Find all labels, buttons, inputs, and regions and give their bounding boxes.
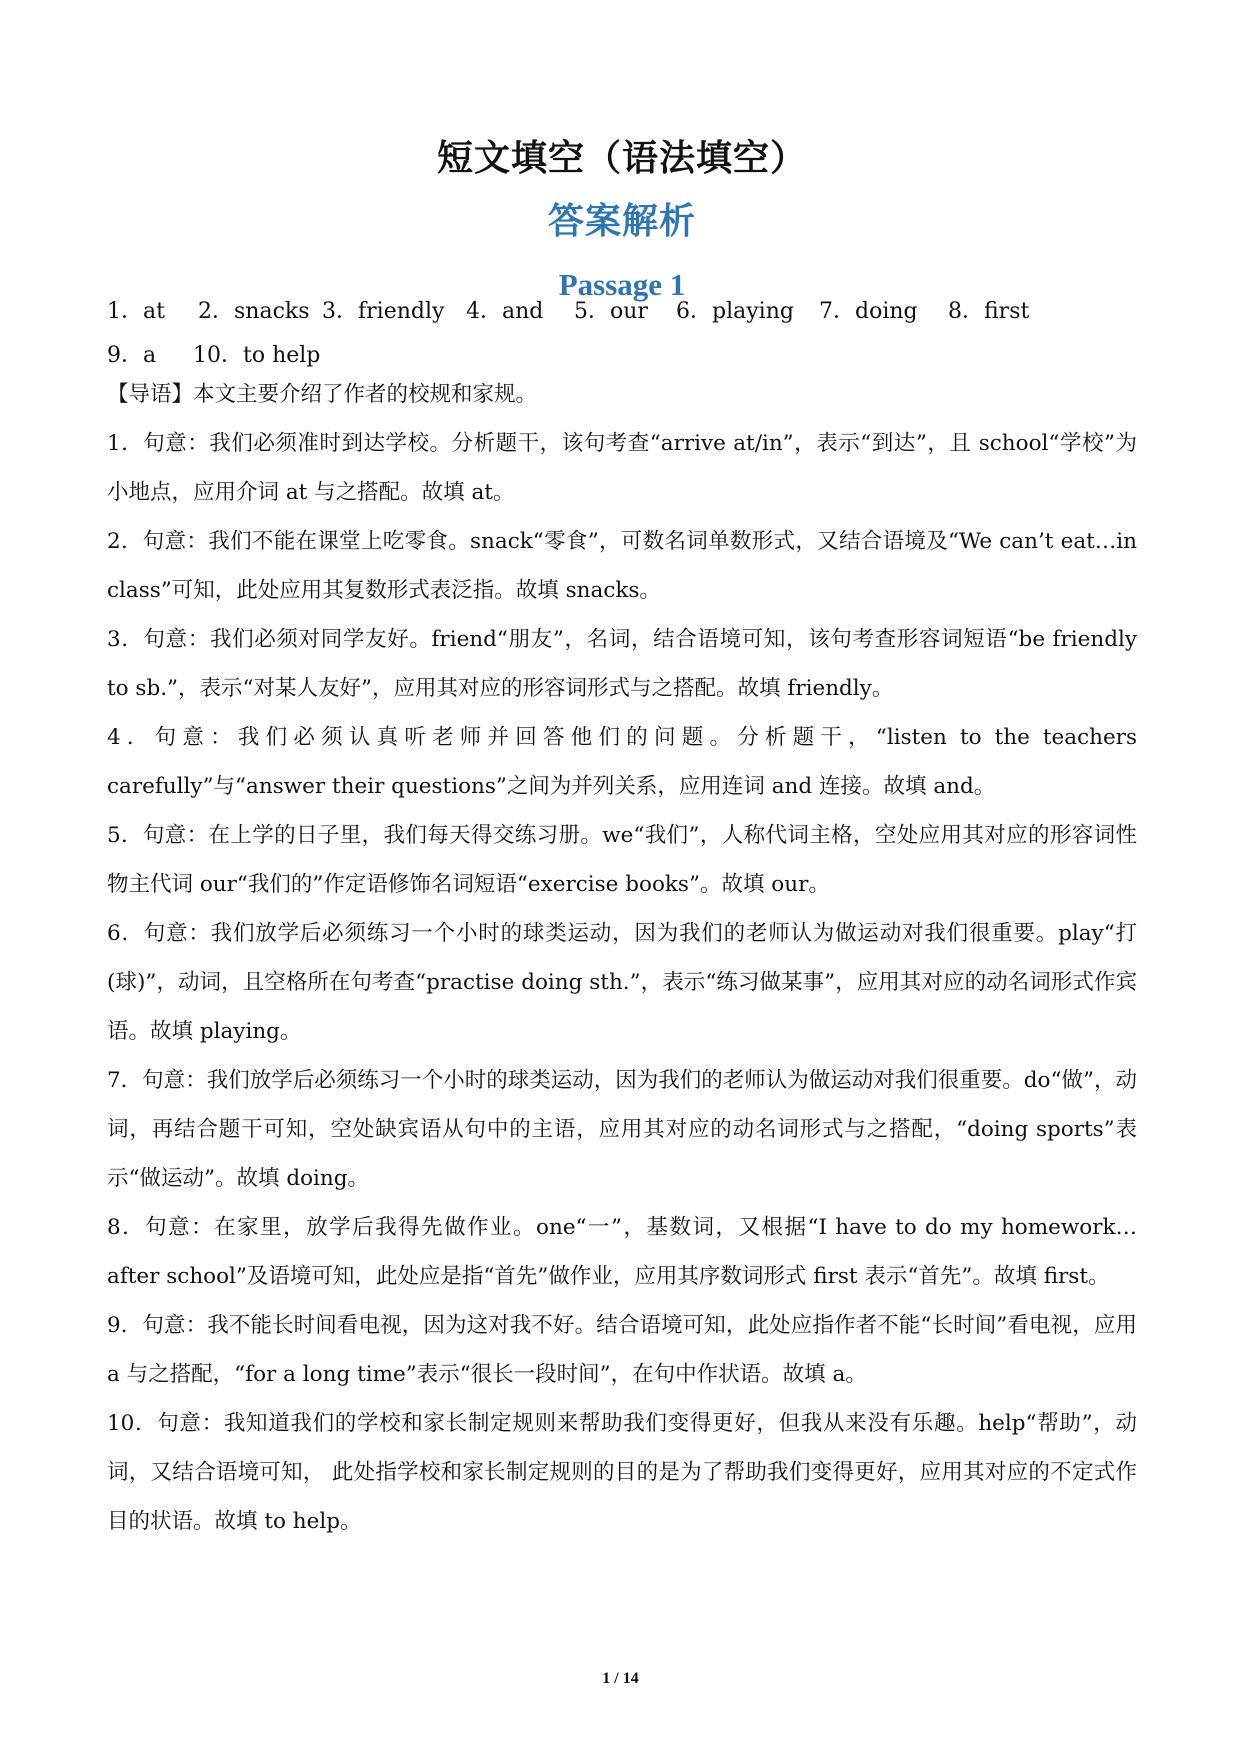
answer-item: 7．doing [819, 299, 918, 324]
answer-item: 4．and [466, 299, 544, 324]
explanation-paragraph: 8．句意：在家里，放学后我得先做作业。one“一”，基数词，又根据“I have to do my homework…after school”及语境可知，此处应是指“首先”做作业，应用其序数词形式 first 表示“首先”。故填 first。 [107, 1215, 1137, 1289]
answer-item: 10．to help [193, 343, 321, 368]
answer-key-row-2 [107, 338, 1137, 368]
passage-heading: Passage 1 [558, 267, 686, 302]
document-title: 短文填空（语法填空） [436, 137, 807, 179]
answer-item: 5．our [574, 299, 648, 324]
answer-key-row-1 [107, 294, 1137, 324]
explanation-paragraph: 5．句意：在上学的日子里，我们每天得交练习册。we“我们”，人称代词主格，空处应用其对应的形容词性物主代词 our“我们的”作定语修饰名词短语“exercise books”。故填 our。 [107, 823, 1137, 897]
explanation-paragraph: 6．句意：我们放学后必须练习一个小时的球类运动，因为我们的老师认为做运动对我们很重要。play“打(球)”，动词，且空格所在句考查“practise doing sth.”，表示“练习做某事”，应用其对应的动名词形式作宾语。故填 playing。 [107, 921, 1137, 1044]
answer-item: 1．at [107, 299, 165, 324]
answer-item: 2．snacks [198, 299, 310, 324]
document-subtitle: 答案解析 [547, 200, 696, 242]
page-number: 1 / 14 [602, 1670, 639, 1687]
explanation-paragraph: 7．句意：我们放学后必须练习一个小时的球类运动，因为我们的老师认为做运动对我们很重要。do“做”，动词，再结合题干可知，空处缺宾语从句中的主语，应用其对应的动名词形式与之搭配，“doing sports”表示“做运动”。故填 doing。 [107, 1068, 1137, 1191]
answer-item: 6．playing [676, 299, 794, 324]
answer-item: 9．a [107, 343, 157, 368]
explanation-paragraph: 10．句意：我知道我们的学校和家长制定规则来帮助我们变得更好，但我从来没有乐趣。help“帮助”，动词，又结合语境可知， 此处指学校和家长制定规则的目的是为了帮助我们变得更好，应用其对应的不定式作目的状语。故填 to help。 [107, 1411, 1137, 1534]
explanation-paragraph: 4．句意：我们必须认真听老师并回答他们的问题。分析题干，“listen to the teachers carefully”与“answer their questions”之间为并列关系，应用连词 and 连接。故填 and。 [107, 725, 1137, 799]
intro-paragraph: 【导语】本文主要介绍了作者的校规和家规。 [107, 382, 538, 407]
explanation-body [107, 370, 1137, 1546]
answer-item: 3．friendly [322, 299, 445, 324]
explanation-paragraph: 3．句意：我们必须对同学友好。friend“朋友”，名词，结合语境可知，该句考查形容词短语“be friendly to sb.”，表示“对某人友好”，应用其对应的形容词形式与之搭配。故填 friendly。 [107, 627, 1137, 701]
explanation-paragraph: 9．句意：我不能长时间看电视，因为这对我不好。结合语境可知，此处应指作者不能“长时间”看电视，应用 a 与之搭配，“for a long time”表示“很长一段时间”，在句中作状语。故填 a。 [107, 1313, 1137, 1387]
explanation-paragraph: 1．句意：我们必须准时到达学校。分析题干，该句考查“arrive at/in”，表示“到达”，且 school“学校”为小地点，应用介词 at 与之搭配。故填 at。 [107, 431, 1137, 505]
explanation-paragraph: 2．句意：我们不能在课堂上吃零食。snack“零食”，可数名词单数形式，又结合语境及“We can’t eat…in class”可知，此处应用其复数形式表泛指。故填 snacks。 [107, 529, 1137, 603]
answer-item: 8．first [948, 299, 1030, 324]
